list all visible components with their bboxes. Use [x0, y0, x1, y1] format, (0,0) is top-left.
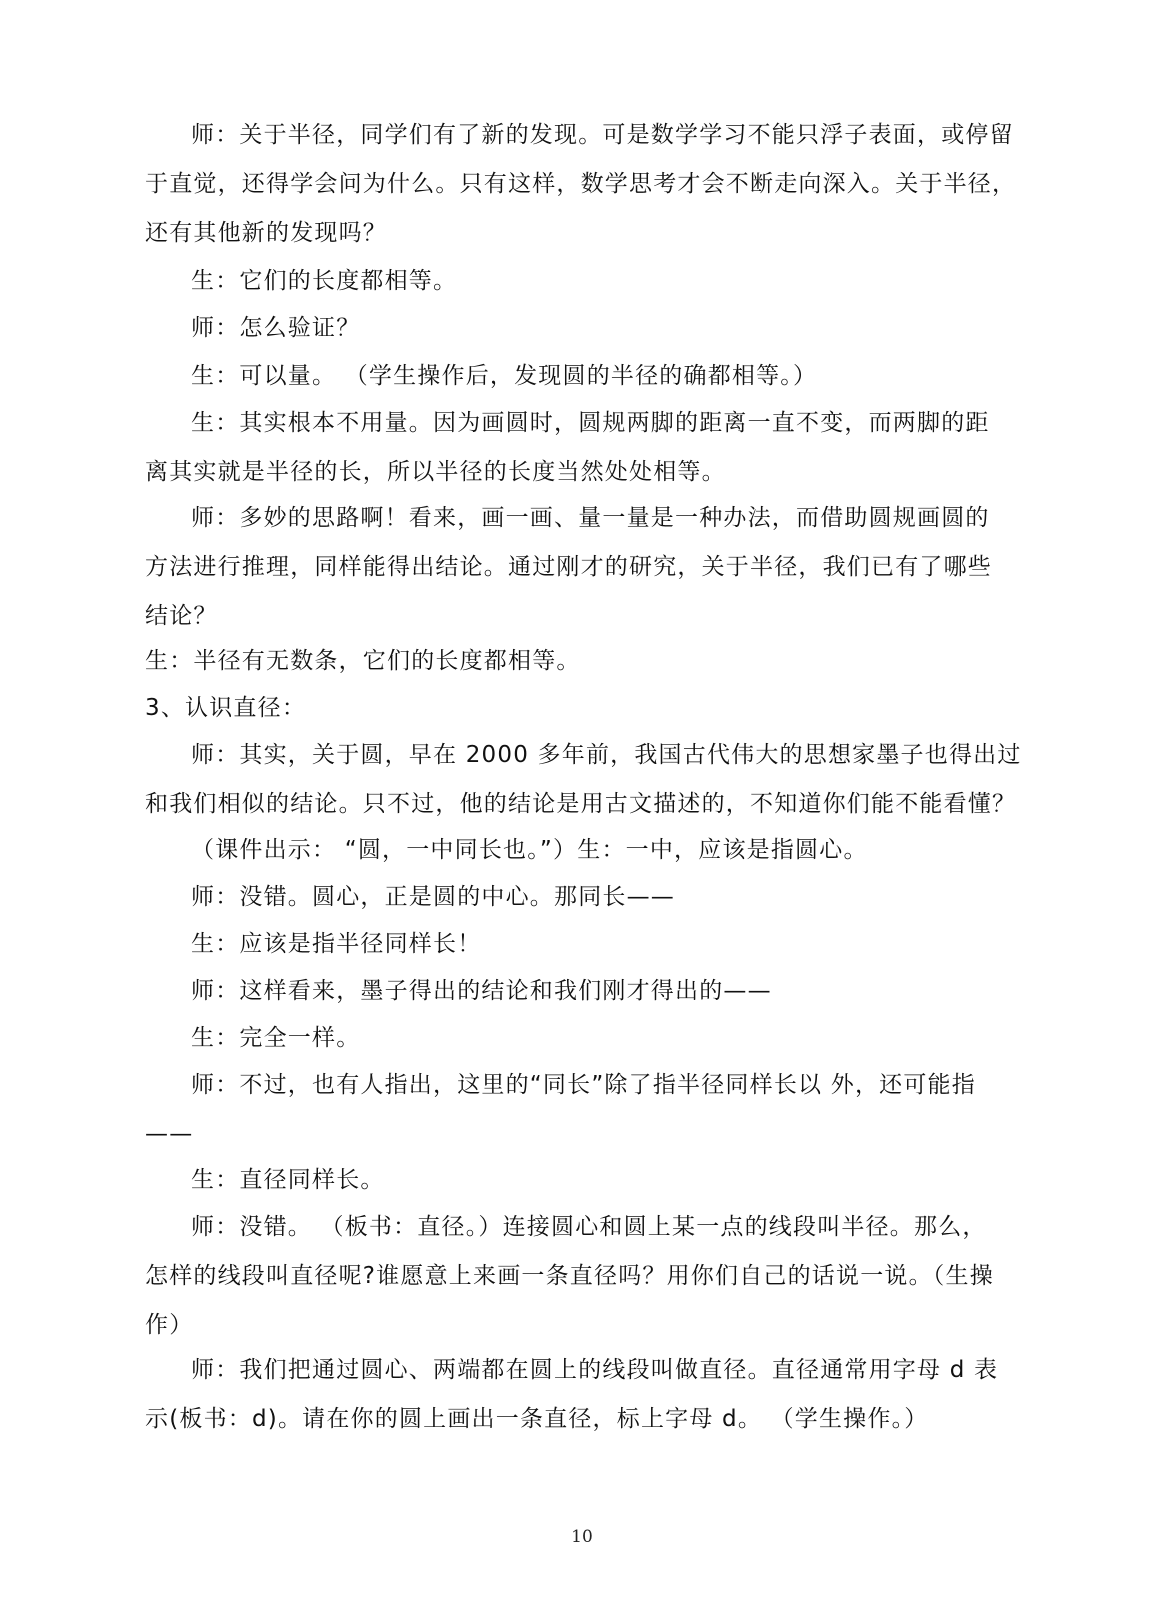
paragraph-16 — [145, 1156, 1015, 1205]
text-line: 师：没错。圆心，正是圆的中心。那同长—— — [191, 884, 675, 910]
text-line: 师：这样看来，墨子得出的结论和我们刚才得出的—— — [191, 978, 772, 1004]
text-line: 生：应该是指半径同样长！ — [191, 931, 482, 957]
text-line: 离其实就是半径的长，所以半径的长度当然处处相等。 — [145, 459, 726, 485]
paragraph-18 — [145, 1346, 1015, 1444]
paragraph-2 — [145, 257, 1015, 306]
text-line: 生：它们的长度都相等。 — [191, 268, 458, 294]
text-line: 生：直径同样长。 — [191, 1167, 385, 1193]
paragraph-11 — [145, 873, 1015, 922]
text-line: 师：没错。 （板书：直径。）连接圆心和圆上某一点的线段叫半径。那么， — [191, 1214, 987, 1240]
paragraph-4 — [145, 352, 1015, 401]
paragraph-1 — [145, 111, 1015, 258]
paragraph-17 — [145, 1203, 1015, 1350]
text-line: 生：半径有无数条，它们的长度都相等。 — [145, 648, 581, 674]
text-line: 师：我们把通过圆心、两端都在圆上的线段叫做直径。直径通常用字母 d 表 — [191, 1357, 999, 1383]
text-line: 师：怎么验证？ — [191, 315, 361, 341]
text-line: 师：关于半径，同学们有了新的发现。可是数学学习不能只浮子表面，或停留 — [191, 122, 1014, 148]
text-line: 和我们相似的结论。只不过，他的结论是用古文描述的，不知道你们能不能看懂？ — [145, 791, 1017, 817]
text-line: 于直觉，还得学会问为什么。只有这样，数学思考才会不断走向深入。关于半径， — [145, 171, 1017, 197]
text-line: 还有其他新的发现吗？ — [145, 220, 387, 246]
text-line: 示(板书：d)。请在你的圆上画出一条直径，标上字母 d。 （学生操作。） — [145, 1406, 929, 1432]
paragraph-12 — [145, 920, 1015, 969]
text-line: 生：可以量。 （学生操作后，发现圆的半径的确都相等。） — [191, 363, 818, 389]
text-line: 师：多妙的思路啊！看来，画一画、量一量是一种办法，而借助圆规画圆的 — [191, 505, 990, 531]
text-line: 方法进行推理，同样能得出结论。通过刚才的研究，关于半径，我们已有了哪些 — [145, 554, 992, 580]
text-line: —— — [145, 1121, 194, 1147]
paragraph-5 — [145, 399, 1015, 497]
text-line: （课件出示： “圆，一中同长也。”）生：一中，应该是指圆心。 — [191, 837, 868, 863]
text-line: 作） — [145, 1312, 194, 1338]
text-line: 3、认识直径： — [145, 695, 307, 721]
text-line: 师：其实，关于圆，早在 2000 多年前，我国古代伟大的思想家墨子也得出过 — [191, 742, 1022, 768]
paragraph-6 — [145, 494, 1015, 641]
text-line: 生：其实根本不用量。因为画圆时，圆规两脚的距离一直不变，而两脚的距 — [191, 410, 990, 436]
paragraph-9 — [145, 731, 1022, 829]
section-heading — [145, 684, 1015, 733]
paragraph-10 — [145, 826, 1015, 875]
page-number: 10 — [571, 1527, 593, 1547]
text-line: 师：不过，也有人指出，这里的“同长”除了指半径同样长以 外，还可能指 — [191, 1072, 976, 1098]
paragraph-15 — [145, 1061, 1015, 1159]
paragraph-13 — [145, 967, 1015, 1016]
paragraph-3 — [145, 304, 1015, 353]
text-line: 生：完全一样。 — [191, 1025, 361, 1051]
text-line: 结论？ — [145, 603, 218, 629]
text-line: 怎样的线段叫直径呢?谁愿意上来画一条直径吗？用你们自己的话说一说。（生操 — [145, 1263, 994, 1289]
paragraph-7 — [145, 637, 1015, 686]
paragraph-14 — [145, 1014, 1015, 1063]
